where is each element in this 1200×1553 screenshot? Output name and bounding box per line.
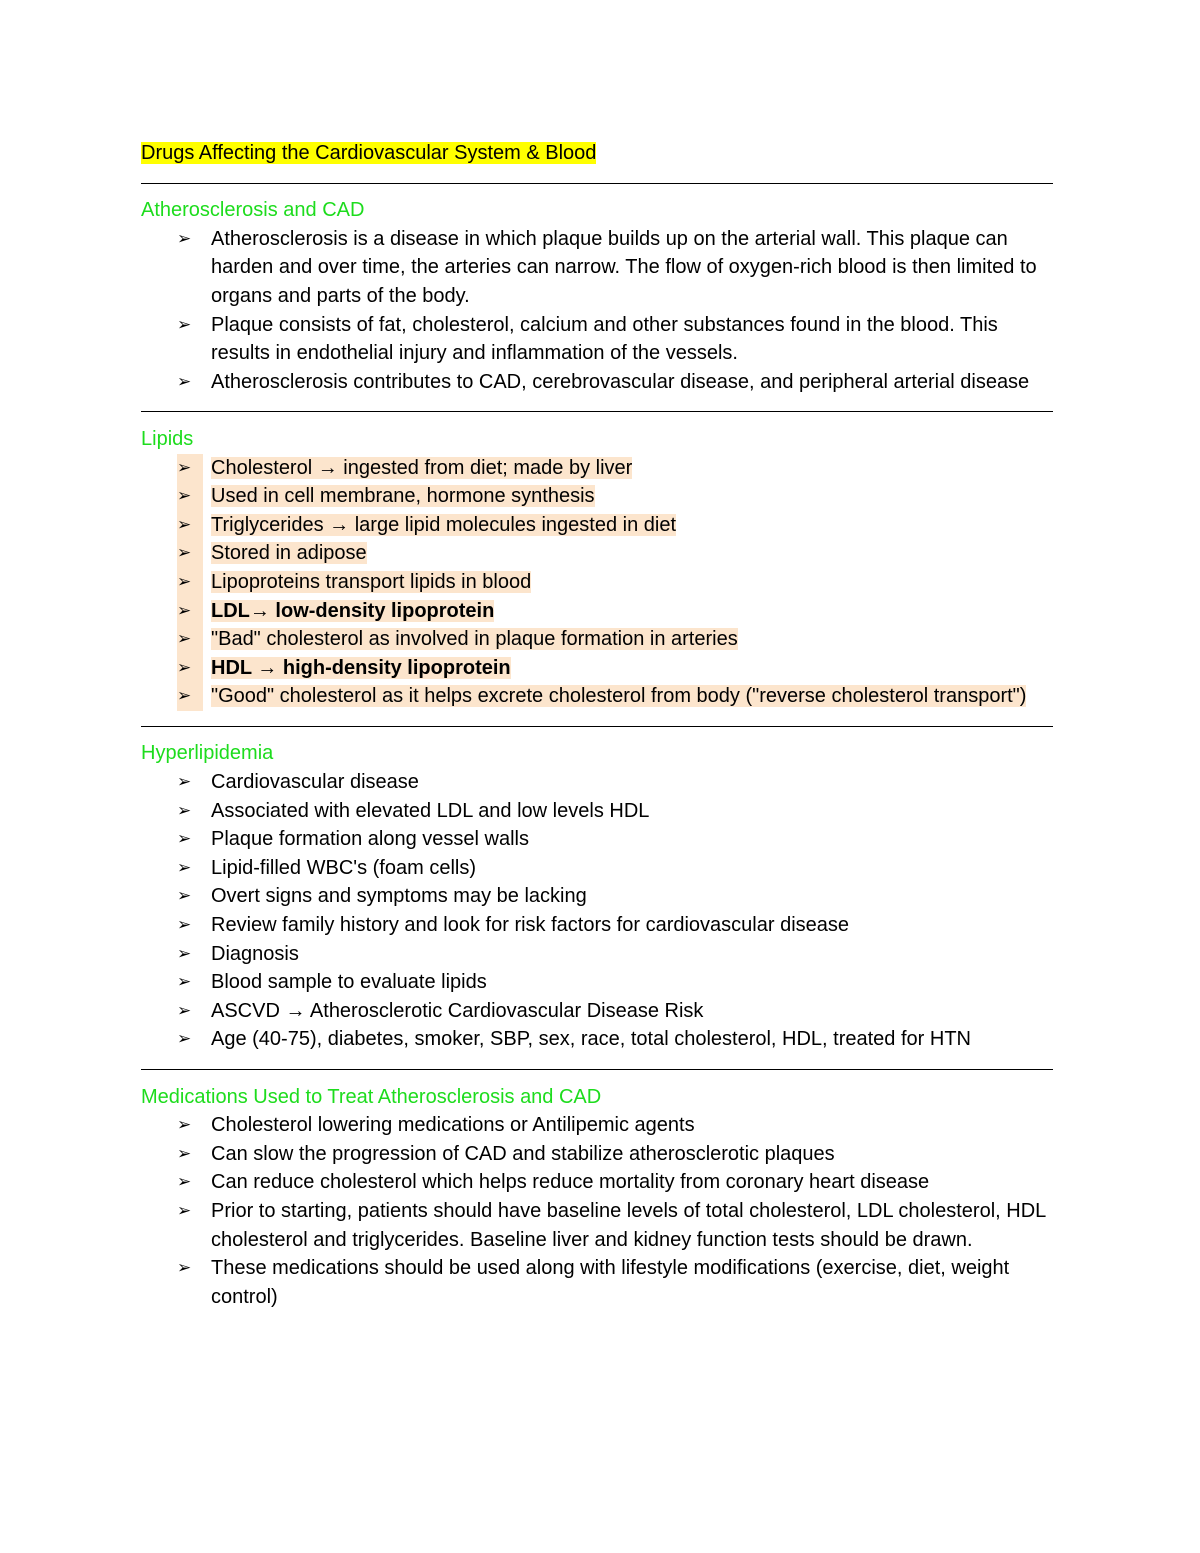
list-item: ➢ HDL → high-density lipoprotein (141, 654, 1061, 683)
arrow-bullet-icon: ➢ (177, 943, 192, 964)
section-divider (141, 396, 1061, 425)
arrow-bullet-icon: ➢ (177, 972, 192, 993)
list-item: ➢ LDL→ low-density lipoprotein (141, 597, 1061, 626)
arrow-bullet-icon: ➢ (177, 482, 203, 511)
list-item: ➢ Plaque consists of fat, cholesterol, calcium and other substances found in the blood. This results in endothelial injury and inflammation of the vessels. (141, 311, 1061, 368)
arrow-bullet-icon: ➢ (177, 1172, 192, 1193)
document-page (141, 139, 1061, 1311)
list-item: ➢ ASCVD → Atherosclerotic Cardiovascular Disease Risk (141, 997, 1061, 1026)
list-item: ➢ Stored in adipose (141, 539, 1061, 568)
arrow-bullet-icon: ➢ (177, 539, 203, 568)
list-item: ➢ Lipid-filled WBC's (foam cells) (141, 854, 1061, 883)
arrow-bullet-icon: ➢ (177, 1258, 192, 1279)
arrow-bullet-icon: ➢ (177, 1143, 192, 1164)
list-item: ➢ Overt signs and symptoms may be lacking (141, 882, 1061, 911)
arrow-bullet-icon: ➢ (177, 1115, 192, 1136)
arrow-bullet-icon: ➢ (177, 597, 203, 626)
arrow-bullet-icon: ➢ (177, 1200, 192, 1221)
arrow-bullet-icon: ➢ (177, 314, 192, 335)
list-item: ➢ Cholesterol lowering medications or Antilipemic agents (141, 1111, 1061, 1140)
list-item: ➢ Diagnosis (141, 940, 1061, 969)
arrow-bullet-icon: ➢ (177, 1000, 192, 1021)
list-item: ➢ Cardiovascular disease (141, 768, 1061, 797)
title-line (141, 139, 1061, 168)
arrow-bullet-icon: ➢ (177, 915, 192, 936)
section-heading: Atherosclerosis and CAD (141, 199, 365, 222)
list-item: ➢ Lipoproteins transport lipids in blood (141, 568, 1061, 597)
arrow-bullet-icon: ➢ (177, 454, 203, 483)
arrow-bullet-icon: ➢ (177, 829, 192, 850)
section-heading: Lipids (141, 427, 194, 450)
list-item: ➢ These medications should be used along with lifestyle modifications (exercise, diet, weight control) (141, 1254, 1061, 1311)
arrow-bullet-icon: ➢ (177, 654, 203, 683)
arrow-bullet-icon: ➢ (177, 772, 192, 793)
list-item: ➢ Atherosclerosis contributes to CAD, cerebrovascular disease, and peripheral arterial disease (141, 368, 1061, 397)
list-item: ➢ Age (40-75), diabetes, smoker, SBP, sex, race, total cholesterol, HDL, treated for HTN (141, 1025, 1061, 1054)
arrow-bullet-icon: ➢ (177, 682, 203, 711)
list-item: ➢ Triglycerides → large lipid molecules ingested in diet (141, 511, 1061, 540)
section-heading: Medications Used to Treat Atherosclerosis and CAD (141, 1085, 602, 1108)
list-item: ➢ "Bad" cholesterol as involved in plaque formation in arteries (141, 625, 1061, 654)
arrow-bullet-icon: ➢ (177, 228, 192, 249)
arrow-bullet-icon: ➢ (177, 1029, 192, 1050)
document-title: Drugs Affecting the Cardiovascular System & Blood (141, 142, 597, 164)
list-item: ➢ Plaque formation along vessel walls (141, 825, 1061, 854)
section-divider (141, 711, 1061, 740)
bullet-list (141, 225, 1061, 397)
arrow-bullet-icon: ➢ (177, 800, 192, 821)
bullet-list (141, 454, 1061, 711)
arrow-bullet-icon: ➢ (177, 857, 192, 878)
list-item: ➢ Used in cell membrane, hormone synthesis (141, 482, 1061, 511)
bullet-list (141, 768, 1061, 1054)
arrow-bullet-icon: ➢ (177, 568, 203, 597)
list-item: ➢ Can slow the progression of CAD and stabilize atherosclerotic plaques (141, 1140, 1061, 1169)
list-item: ➢ Blood sample to evaluate lipids (141, 968, 1061, 997)
bullet-list (141, 1111, 1061, 1311)
list-item: ➢ "Good" cholesterol as it helps excrete cholesterol from body ("reverse cholesterol transport") (141, 682, 1061, 711)
list-item: ➢ Atherosclerosis is a disease in which plaque builds up on the arterial wall. This plaque can harden and over time, the arteries can narrow. The flow of oxygen-rich blood is then limited to organs and parts of the body. (141, 225, 1061, 311)
section-divider (141, 1054, 1061, 1083)
section-divider (141, 168, 1061, 197)
arrow-bullet-icon: ➢ (177, 371, 192, 392)
arrow-bullet-icon: ➢ (177, 886, 192, 907)
list-item: ➢ Associated with elevated LDL and low levels HDL (141, 797, 1061, 826)
list-item: ➢ Prior to starting, patients should have baseline levels of total cholesterol, LDL cholesterol, HDL cholesterol and triglycerides. Baseline liver and kidney function tests should be drawn. (141, 1197, 1061, 1254)
arrow-bullet-icon: ➢ (177, 625, 203, 654)
section-heading: Hyperlipidemia (141, 742, 274, 765)
list-item: ➢ Can reduce cholesterol which helps reduce mortality from coronary heart disease (141, 1168, 1061, 1197)
list-item: ➢ Review family history and look for risk factors for cardiovascular disease (141, 911, 1061, 940)
arrow-bullet-icon: ➢ (177, 511, 203, 540)
list-item: ➢ Cholesterol → ingested from diet; made by liver (141, 454, 1061, 483)
